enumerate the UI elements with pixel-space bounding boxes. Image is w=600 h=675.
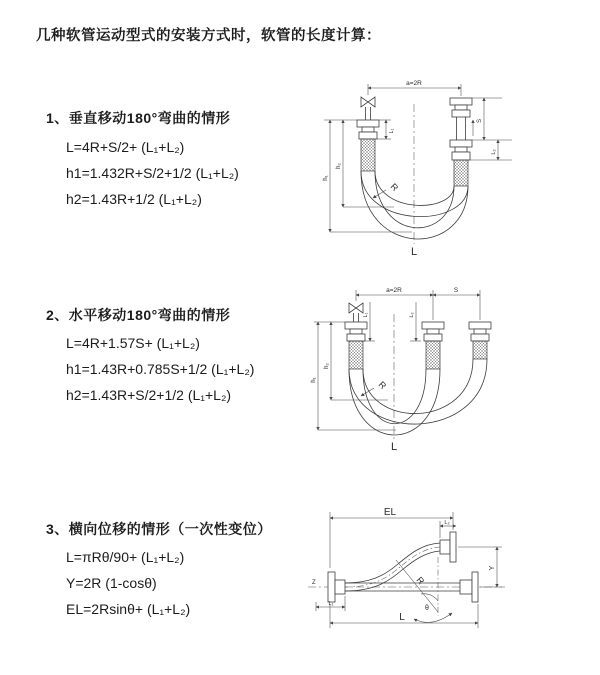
hose-displaced-position: [345, 543, 440, 591]
formula-line: Y=2R (1-cosθ): [66, 575, 157, 591]
diagram-horizontal-180-bend: [308, 282, 598, 457]
dim-h2-label: h₂: [324, 363, 330, 369]
braided-hose-left: [349, 341, 363, 369]
dim-l2-label: L₂: [444, 520, 450, 526]
diagram-vertical-180-bend: [316, 74, 586, 259]
formula-line: h1=1.432R+S/2+1/2 (L₁+L₂): [66, 165, 239, 181]
dim-radius-label: R: [376, 379, 389, 392]
section-3-formulas: [66, 544, 190, 622]
left-end-fitting: [345, 322, 367, 341]
dim-l2-label: L₂: [409, 312, 415, 318]
dim-stroke-label: S: [477, 118, 483, 124]
upper-flange: [440, 532, 456, 562]
right-end-fitting: [469, 322, 491, 341]
mid-end-fitting: [422, 322, 444, 341]
hose-assembly: [308, 532, 505, 622]
dim-span-label: a=2R: [386, 287, 402, 294]
diagram-lateral-displacement: [300, 502, 600, 657]
dim-l2-label: L₂: [491, 149, 497, 155]
dim-stroke-label: S: [453, 287, 459, 294]
dim-y-label: Y: [489, 565, 496, 571]
formula-line: L=4R+S/2+ (L₁+L₂): [66, 139, 185, 155]
left-flange: [328, 572, 345, 602]
formula-line: L=4R+1.57S+ (L₁+L₂): [66, 335, 200, 351]
dim-radius-label: R: [388, 181, 401, 194]
dim-h1-label: h₁: [311, 377, 317, 383]
dim-h2-label: h₂: [336, 163, 342, 169]
hose-assembly: [357, 97, 473, 244]
dim-el-label: EL: [383, 507, 397, 518]
right-end-fitting-upper: [450, 98, 472, 117]
dimensions: [323, 80, 512, 258]
section-2-formulas: [66, 330, 254, 408]
u-bend-hose-two-positions: [349, 359, 487, 435]
page-title: 几种软管运动型式的安装方式时，软管的长度计算：: [36, 28, 381, 44]
u-bend-hose: [361, 171, 468, 239]
braided-hose-mid: [426, 341, 440, 369]
formula-line: EL=2Rsinθ+ (L₁+L₂): [66, 601, 191, 617]
valve-icon: [349, 303, 363, 313]
formula-line: h2=1.43R+S/2+1/2 (L₁+L₂): [66, 387, 232, 403]
dim-radius-label: R: [414, 574, 427, 587]
braided-hose-left: [361, 139, 375, 171]
dim-angle-label: θ: [425, 605, 429, 612]
formula-line: h2=1.43R+1/2 (L₁+L₂): [66, 191, 202, 207]
section-1-formulas: [66, 134, 239, 212]
dim-span-label: a=2R: [406, 80, 422, 87]
dim-l1-label: L₁: [389, 128, 395, 134]
left-end-fitting: [357, 120, 379, 139]
formula-line: L=πRθ/90+ (L₁+L₂): [66, 549, 185, 565]
dim-length-label: L: [390, 441, 398, 453]
braided-hose-right: [473, 341, 487, 359]
hose-assembly: [345, 303, 491, 440]
dim-length-label: L: [399, 612, 405, 623]
dim-l1-label: L₁: [363, 312, 369, 318]
dimensions: [311, 287, 480, 453]
dimensions: [316, 507, 502, 628]
dim-l1-label: L₁: [328, 601, 334, 607]
section-2-heading: 2、水平移动180°弯曲的情形: [46, 307, 231, 323]
braided-hose-right: [454, 160, 468, 186]
dim-h1-label: h₁: [323, 175, 329, 181]
valve-icon: [361, 97, 375, 107]
right-flange-lower: [460, 572, 478, 602]
dim-length-label: L: [410, 246, 418, 258]
formula-line: h1=1.43R+0.785S+1/2 (L₁+L₂): [66, 361, 255, 377]
section-1-heading: 1、垂直移动180°弯曲的情形: [46, 110, 231, 126]
datum-mark: Z: [312, 580, 316, 586]
right-end-fitting-lower: [450, 140, 472, 160]
section-3-heading: 3、横向位移的情形（一次性变位）: [46, 521, 272, 537]
